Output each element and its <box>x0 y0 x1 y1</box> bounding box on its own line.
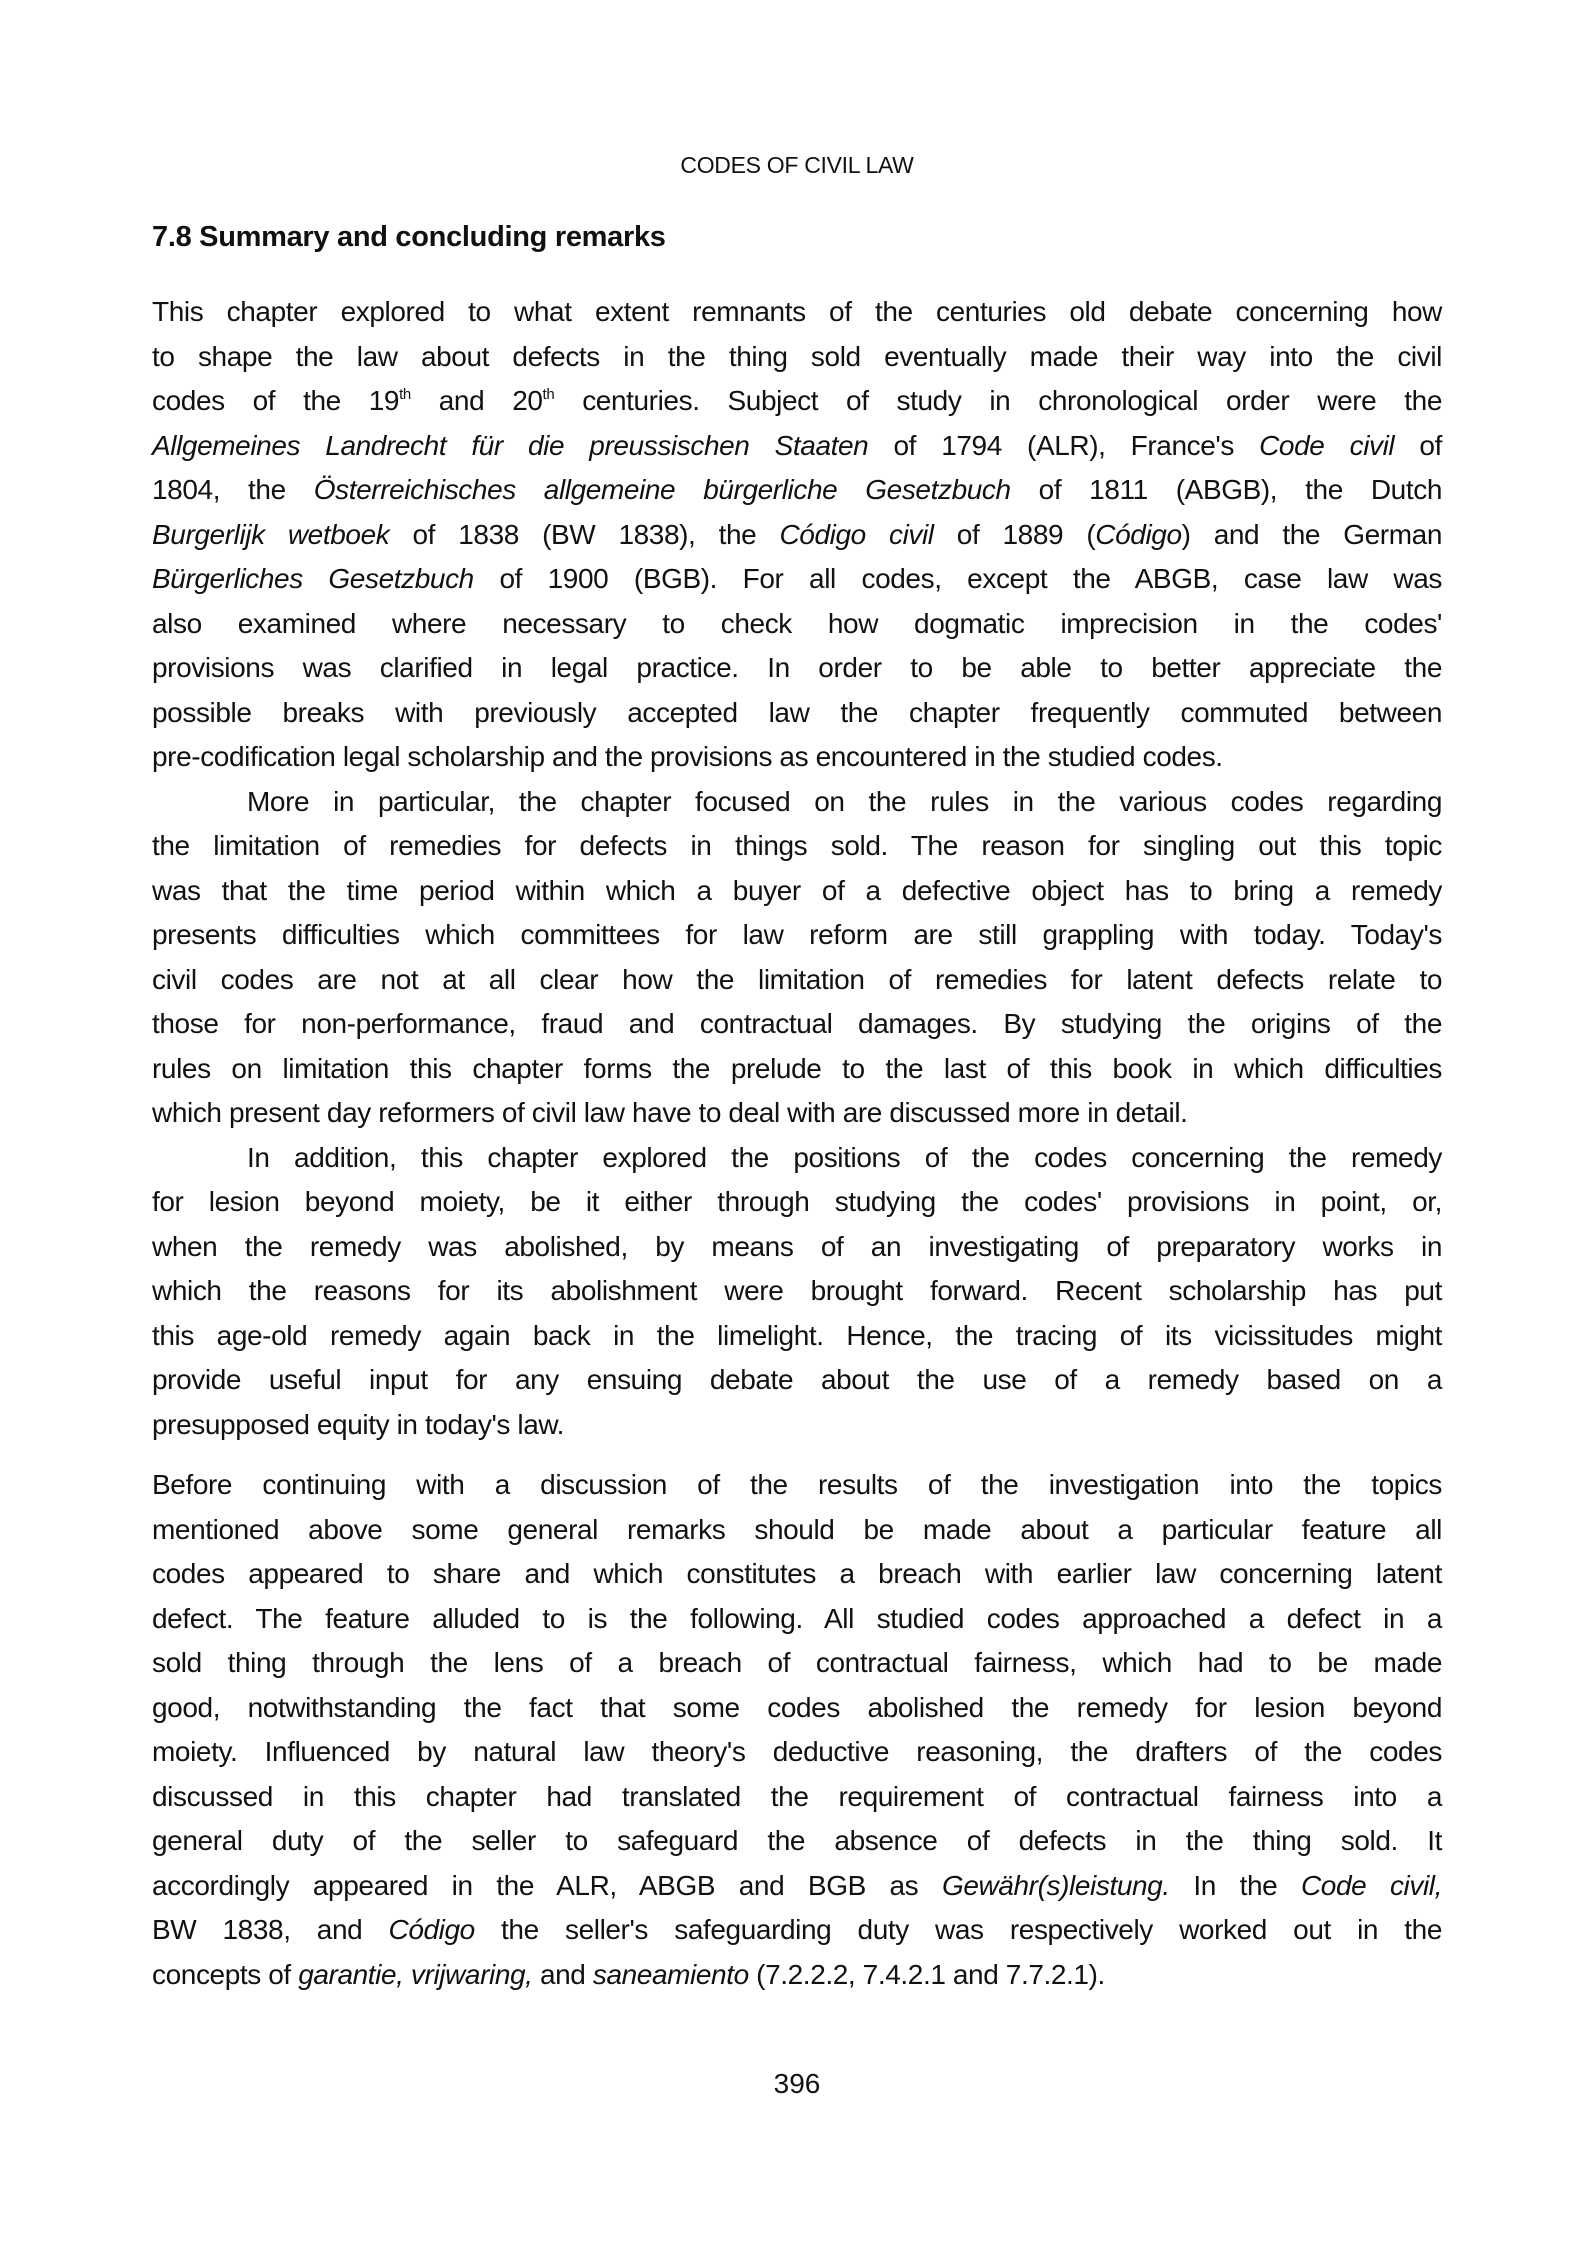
text-line <box>152 1047 1442 1092</box>
text-line <box>152 735 1442 780</box>
italic-run: Gewähr(s)leistung. <box>941 1869 1170 1901</box>
italic-run: Burgerlijk wetboek <box>152 518 390 550</box>
italic-run: garantie, vrijwaring, <box>298 1958 533 1990</box>
text-run: Before continuing with a discussion of the results of the investigation into the topics <box>152 1469 1442 1500</box>
text-line <box>152 691 1442 736</box>
page-number: 396 <box>773 2068 821 2099</box>
text-line <box>152 1908 1442 1953</box>
text-line <box>152 1953 1442 1998</box>
body-text <box>152 290 1442 1997</box>
text-run: the limitation of remedies for defects in things sold. The reason for singling out this topic <box>152 830 1442 861</box>
text-line <box>152 1136 1442 1181</box>
text-run: to shape the law about defects in the thing sold eventually made their way into the civil <box>152 340 1442 372</box>
text-run: This chapter explored to what extent remnants of the centuries old debate concerning how <box>152 296 1442 327</box>
superscript: th <box>399 386 411 403</box>
text-line <box>152 1403 1442 1448</box>
text-run: general duty of the seller to safeguard the absence of defects in the thing sold. It <box>152 1825 1442 1856</box>
text-run: was that the time period within which a buyer of a defective object has to bring a remedy <box>152 874 1442 906</box>
text-run: In addition, this chapter explored the positions of the codes concerning the remedy <box>247 1141 1442 1173</box>
section-title: 7.8 Summary and concluding remarks <box>152 221 666 253</box>
text-run: defect. The feature alluded to is the following. All studied codes approached a defect in a <box>152 1602 1442 1634</box>
text-line <box>152 513 1442 558</box>
text-run: of <box>1394 429 1442 461</box>
italic-run: Bürgerliches Gesetzbuch <box>152 563 474 594</box>
text-line <box>152 1225 1442 1270</box>
text-run: of 1889 ( <box>933 518 1096 550</box>
text-run: when the remedy was abolished, by means of an investigating of preparatory works in <box>152 1230 1442 1262</box>
text-run: those for non-performance, fraud and contractual damages. By studying the origins of the <box>152 1008 1442 1039</box>
text-run: civil codes are not at all clear how the limitation of remedies for latent defects relate to <box>152 963 1442 995</box>
text-line <box>152 602 1442 647</box>
text-run: BW 1838, and <box>152 1914 389 1945</box>
text-line <box>152 290 1442 335</box>
text-run: provisions was clarified in legal practice. In order to be able to better appreciate the <box>152 652 1442 683</box>
text-line <box>152 824 1442 869</box>
text-run: presents difficulties which committees for law reform are still grappling with today. Today's <box>152 919 1442 950</box>
text-run: concepts of <box>152 1958 299 1990</box>
text-line <box>152 1775 1442 1820</box>
text-run: discussed in this chapter had translated the requirement of contractual fairness into a <box>152 1780 1442 1812</box>
text-line <box>152 1597 1442 1642</box>
italic-run: Código <box>1095 518 1182 550</box>
text-line <box>152 1552 1442 1597</box>
text-run: and 20 <box>410 385 543 416</box>
text-line <box>152 958 1442 1003</box>
italic-run: saneamiento <box>592 1958 749 1990</box>
text-run: presupposed equity in today's law. <box>152 1408 565 1440</box>
text-run: centuries. Subject of study in chronological order were the <box>554 385 1442 416</box>
text-run: More in particular, the chapter focused on the rules in the various codes regarding <box>247 785 1442 817</box>
paragraph <box>152 780 1442 1136</box>
text-run: pre-codification legal scholarship and the provisions as encountered in the studied codes. <box>152 741 1223 772</box>
text-line <box>152 424 1442 469</box>
text-run: moiety. Influenced by natural law theory's deductive reasoning, the drafters of the codes <box>152 1736 1442 1767</box>
paragraph <box>152 290 1442 780</box>
text-line <box>152 1091 1442 1136</box>
text-line <box>152 1002 1442 1047</box>
italic-run: Código civil <box>779 518 934 550</box>
text-line <box>152 379 1442 424</box>
text-line <box>152 1686 1442 1731</box>
paragraph <box>152 1136 1442 1448</box>
text-line <box>152 1508 1442 1553</box>
text-run: accordingly appeared in the ALR, ABGB and BGB as <box>152 1869 942 1901</box>
text-run: for lesion beyond moiety, be it either through studying the codes' provisions in point, or, <box>152 1186 1442 1217</box>
running-head: CODES OF CIVIL LAW <box>680 152 914 178</box>
paragraph <box>152 1463 1442 1997</box>
text-line <box>152 1269 1442 1314</box>
text-run: (7.2.2.2, 7.4.2.1 and 7.7.2.1). <box>748 1958 1105 1990</box>
text-line <box>152 913 1442 958</box>
text-line <box>152 557 1442 602</box>
italic-run: Código <box>388 1914 475 1945</box>
text-line <box>152 1641 1442 1686</box>
text-run: ) and the German <box>1181 518 1442 550</box>
text-run: also examined where necessary to check how dogmatic imprecision in the codes' <box>152 607 1442 639</box>
text-run: which present day reformers of civil law have to deal with are discussed more in detail. <box>152 1097 1188 1128</box>
text-line <box>152 1358 1442 1403</box>
text-run: possible breaks with previously accepted law the chapter frequently commuted between <box>152 696 1442 728</box>
text-run: rules on limitation this chapter forms the prelude to the last of this book in which difficulties <box>152 1052 1442 1084</box>
text-run: 1804, the <box>152 474 314 505</box>
text-run: of 1900 (BGB). For all codes, except the ABGB, case law was <box>473 563 1442 594</box>
text-run: of 1794 (ALR), France's <box>868 429 1260 461</box>
text-run: of 1811 (ABGB), the Dutch <box>1010 474 1442 505</box>
text-line <box>152 646 1442 691</box>
italic-run: Allgemeines Landrecht für die preussischen Staaten <box>152 429 869 461</box>
superscript: th <box>542 386 555 403</box>
text-line <box>152 1463 1442 1508</box>
text-run: sold thing through the lens of a breach of contractual fairness, which had to be made <box>152 1647 1442 1678</box>
text-run: provide useful input for any ensuing debate about the use of a remedy based on a <box>152 1364 1442 1395</box>
italic-run: Code civil, <box>1300 1869 1442 1901</box>
text-line <box>152 1864 1442 1909</box>
text-line <box>152 869 1442 914</box>
text-run: mentioned above some general remarks should be made about a particular feature all <box>152 1513 1442 1545</box>
text-run: codes of the 19 <box>152 385 400 416</box>
text-run: good, notwithstanding the fact that some codes abolished the remedy for lesion beyond <box>152 1691 1442 1723</box>
text-line <box>152 335 1442 380</box>
italic-run: Code civil <box>1259 429 1395 461</box>
text-run: codes appeared to share and which constitutes a breach with earlier law concerning latent <box>152 1558 1442 1589</box>
text-run: the seller's safeguarding duty was respectively worked out in the <box>474 1914 1442 1945</box>
text-run: and <box>532 1958 593 1990</box>
text-line <box>152 468 1442 513</box>
text-line <box>152 1819 1442 1864</box>
text-line <box>152 1730 1442 1775</box>
text-run: In the <box>1169 1869 1301 1901</box>
text-run: this age-old remedy again back in the limelight. Hence, the tracing of its vicissitudes might <box>152 1319 1442 1351</box>
text-line <box>152 1314 1442 1359</box>
text-run: which the reasons for its abolishment were brought forward. Recent scholarship has put <box>152 1275 1442 1306</box>
text-line <box>152 780 1442 825</box>
text-line <box>152 1180 1442 1225</box>
text-run: of 1838 (BW 1838), the <box>389 518 780 550</box>
italic-run: Österreichisches allgemeine bürgerliche Gesetzbuch <box>313 474 1011 505</box>
